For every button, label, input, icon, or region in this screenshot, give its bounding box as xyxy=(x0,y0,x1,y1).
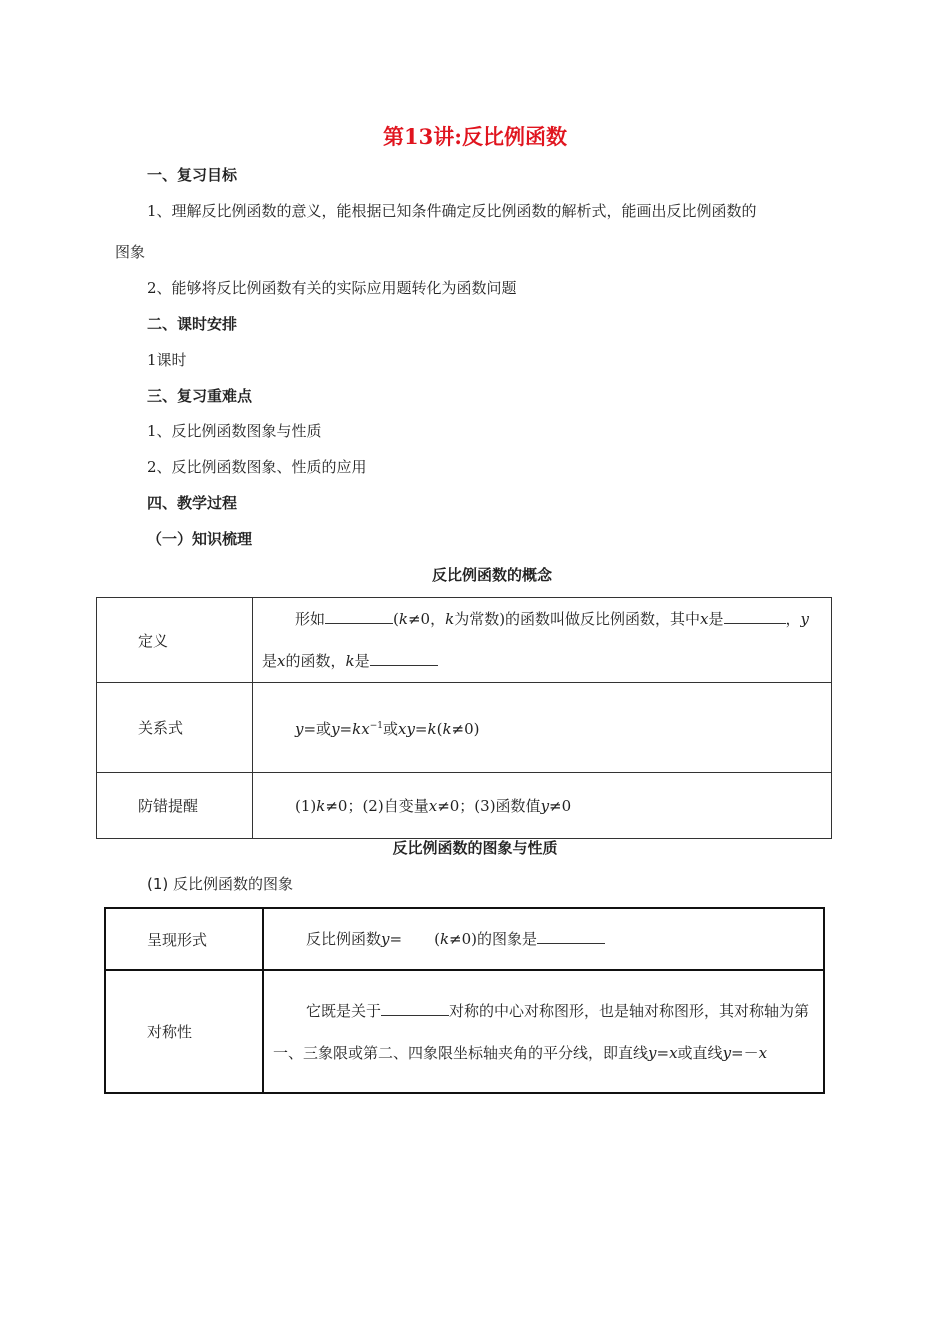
blank xyxy=(325,609,393,624)
symmetry-label: 对称性 xyxy=(105,970,263,1093)
keypoint-item-1: 1、反比例函数图象与性质 xyxy=(147,422,322,440)
section-caption-graph: 反比例函数的图象与性质 xyxy=(392,839,558,857)
warning-cell: (1)k≠0；(2)自变量x≠0；(3)函数值y≠0 xyxy=(253,773,832,839)
table-row-form xyxy=(105,908,824,970)
definition-label: 定义 xyxy=(97,598,253,683)
table-row-warning xyxy=(97,773,832,839)
goal-item-1-line1: 1、理解反比例函数的意义，能根据已知条件确定反比例函数的解析式，能画出反比例函数的 xyxy=(147,202,757,220)
graph-subcaption: (1) 反比例函数的图象 xyxy=(147,875,294,893)
table-row-definition xyxy=(97,598,832,683)
page-title: 第13讲:反比例函数 xyxy=(383,124,567,149)
symmetry-cell: 它既是关于 对称的中心对称图形，也是轴对称图形，其对称轴为第一、三象限或第二、四象限坐标轴夹角的平分线，即直线y=x或直线y=－x xyxy=(263,970,824,1093)
definition-cell: 形如 (k≠0，k为常数)的函数叫做反比例函数，其中x是 ，y是x的函数，k是 xyxy=(253,598,832,683)
relation-cell: y=或$y=kx^{-1}$或xy=k(k≠0) xyxy=(253,683,832,773)
table-row-symmetry xyxy=(105,970,824,1093)
section-heading-keypoints: 三、复习重难点 xyxy=(147,387,253,405)
concept-table xyxy=(96,597,832,839)
schedule-content: 1课时 xyxy=(147,351,187,369)
goal-item-1-line2: 图象 xyxy=(115,243,146,261)
warning-label: 防错提醒 xyxy=(97,773,253,839)
keypoint-item-2: 2、反比例函数图象、性质的应用 xyxy=(147,458,367,476)
relation-label: 关系式 xyxy=(97,683,253,773)
table1-caption: 反比例函数的概念 xyxy=(431,566,552,584)
table-row-relation xyxy=(97,683,832,773)
section-heading-schedule: 二、课时安排 xyxy=(147,315,238,333)
blank xyxy=(724,609,772,624)
blank xyxy=(537,929,605,944)
form-label: 呈现形式 xyxy=(105,908,263,970)
section-heading-process: 四、教学过程 xyxy=(147,494,238,512)
graph-table xyxy=(104,907,825,1094)
goal-item-2: 2、能够将反比例函数有关的实际应用题转化为函数问题 xyxy=(147,279,517,297)
blank xyxy=(772,609,786,624)
form-cell: 反比例函数y= (k≠0)的图象是 xyxy=(263,908,824,970)
blank xyxy=(381,1001,449,1016)
section-heading-goals: 一、复习目标 xyxy=(147,166,238,184)
subsection-heading: （一）知识梳理 xyxy=(147,530,253,548)
blank xyxy=(370,651,438,666)
